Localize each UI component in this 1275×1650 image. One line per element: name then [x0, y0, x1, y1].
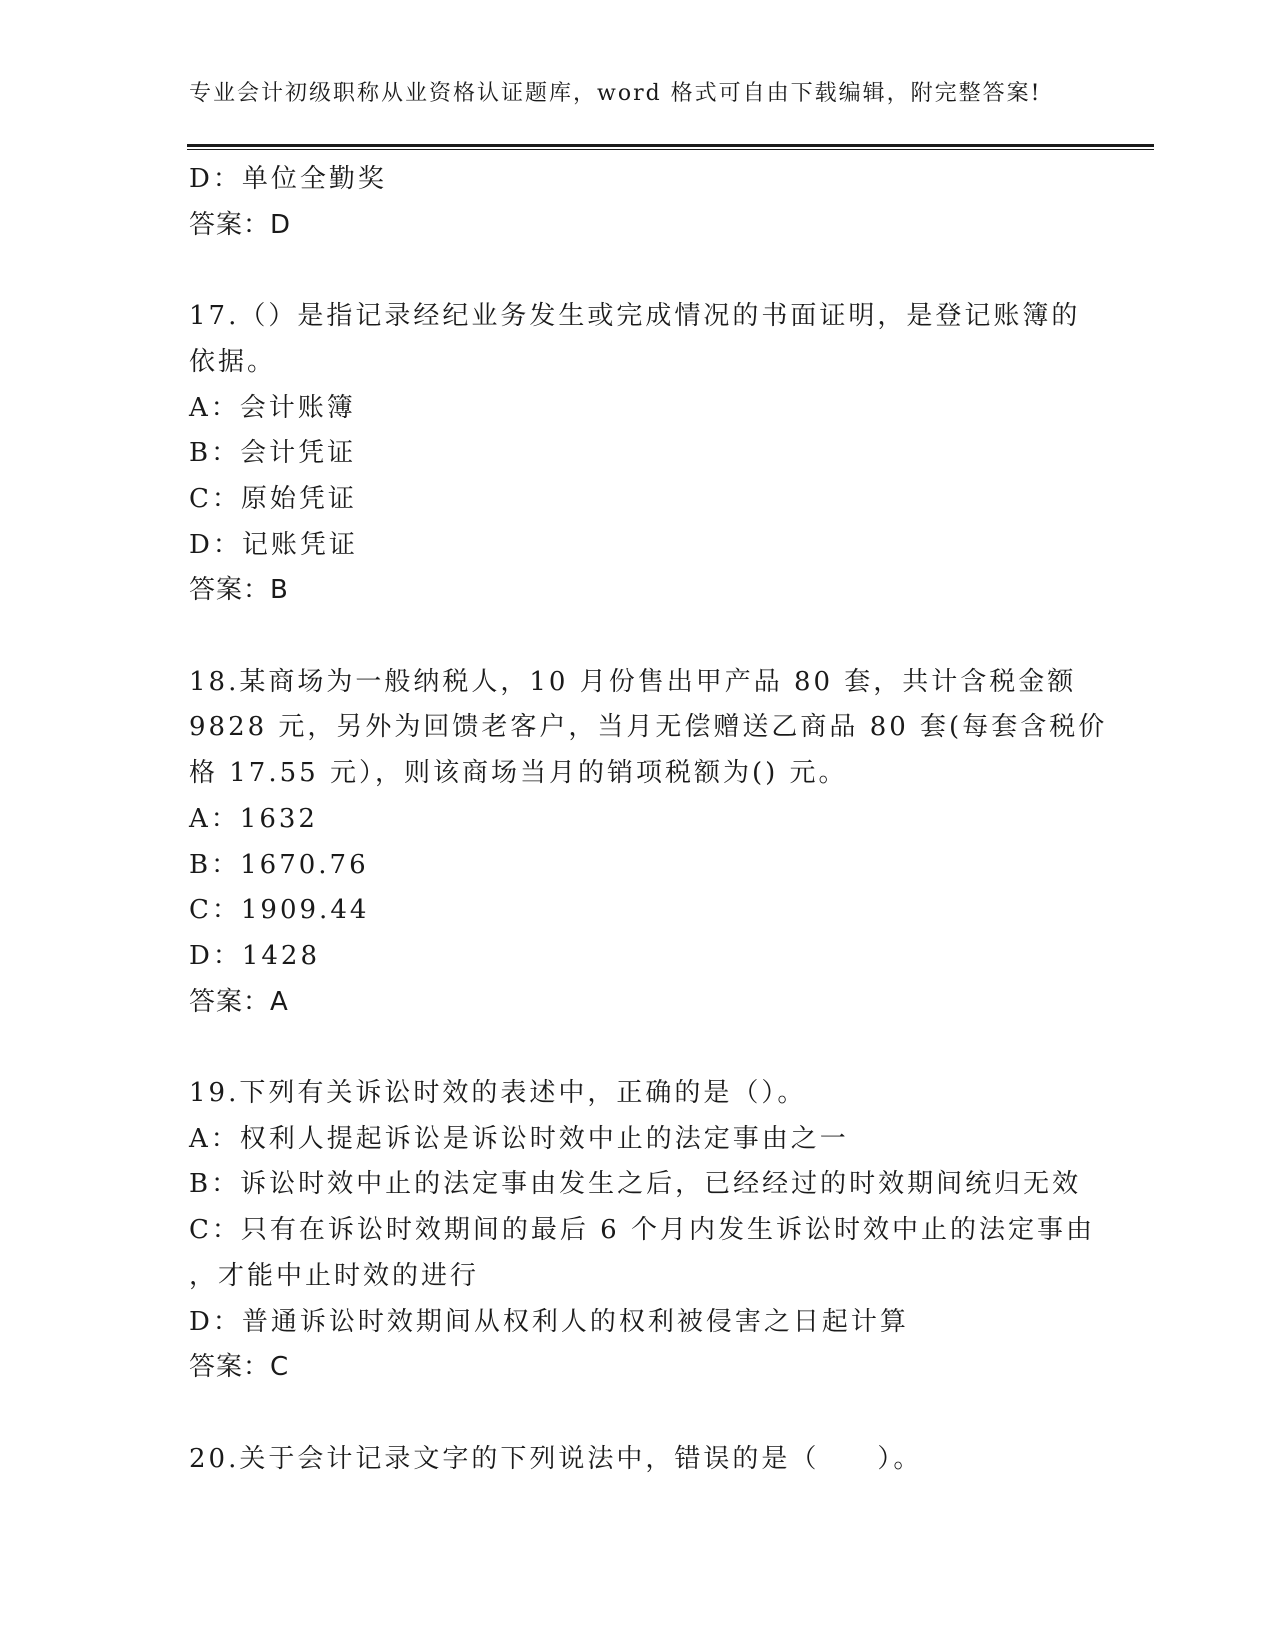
question-block-20	[189, 1437, 1089, 1483]
option-a: A：会计账簿	[189, 392, 356, 423]
question-content	[189, 157, 1108, 1482]
option-b: B：会计凭证	[189, 438, 357, 469]
answer-line: 答案：A	[189, 986, 289, 1017]
answer-line: 答案：C	[189, 1352, 290, 1383]
option-a: A：权利人提起诉讼是诉讼时效中止的法定事由之一	[189, 1123, 849, 1154]
answer-line: 答案：D	[189, 209, 292, 240]
question-block-17	[189, 294, 1089, 614]
question-text: 20.关于会计记录文字的下列说法中，错误的是（ ）。	[189, 1443, 923, 1474]
option-c: C：只有在诉讼时效期间的最后 6 个月内发生诉讼时效中止的法定事由	[189, 1215, 1095, 1246]
question-text: 9828 元，另外为回馈老客户，当月无偿赠送乙商品 80 套(每套含税价	[189, 712, 1108, 743]
question-block-19	[189, 1071, 1095, 1391]
option-d: D：普通诉讼时效期间从权利人的权利被侵害之日起计算	[189, 1306, 909, 1337]
option-b: B：诉讼时效中止的法定事由发生之后，已经经过的时效期间统归无效	[189, 1169, 1082, 1200]
answer-line: 答案：B	[189, 575, 289, 606]
question-block-16-tail	[189, 157, 1089, 248]
block-spacer	[189, 248, 1089, 294]
question-text: 17.（）是指记录经纪业务发生或完成情况的书面证明，是登记账簿的	[189, 301, 1081, 332]
option-d: D：1428	[189, 940, 321, 971]
option-d: D：单位全勤奖	[189, 164, 387, 194]
option-c-continuation: ，才能中止时效的进行	[189, 1260, 480, 1291]
question-text: 格 17.55 元），则该商场当月的销项税额为() 元。	[189, 758, 848, 789]
block-spacer	[189, 1391, 1089, 1437]
option-d: D：记账凭证	[189, 529, 358, 560]
question-text: 依据。	[189, 346, 277, 377]
header-rule-thick	[187, 144, 1154, 147]
page-header-title: 专业会计初级职称从业资格认证题库，word 格式可自由下载编辑，附完整答案!	[189, 81, 1042, 106]
block-spacer	[189, 614, 1089, 660]
header-rule-thin	[187, 149, 1154, 150]
option-c: C：1909.44	[189, 895, 370, 926]
block-spacer	[189, 1025, 1089, 1071]
option-a: A：1632	[189, 803, 318, 834]
option-b: B：1670.76	[189, 849, 369, 880]
question-text: 18.某商场为一般纳税人，10 月份售出甲产品 80 套，共计含税金额	[189, 666, 1077, 697]
question-block-18	[189, 660, 1108, 1026]
option-c: C：原始凭证	[189, 483, 357, 514]
question-text: 19.下列有关诉讼时效的表述中，正确的是（）。	[189, 1078, 807, 1109]
